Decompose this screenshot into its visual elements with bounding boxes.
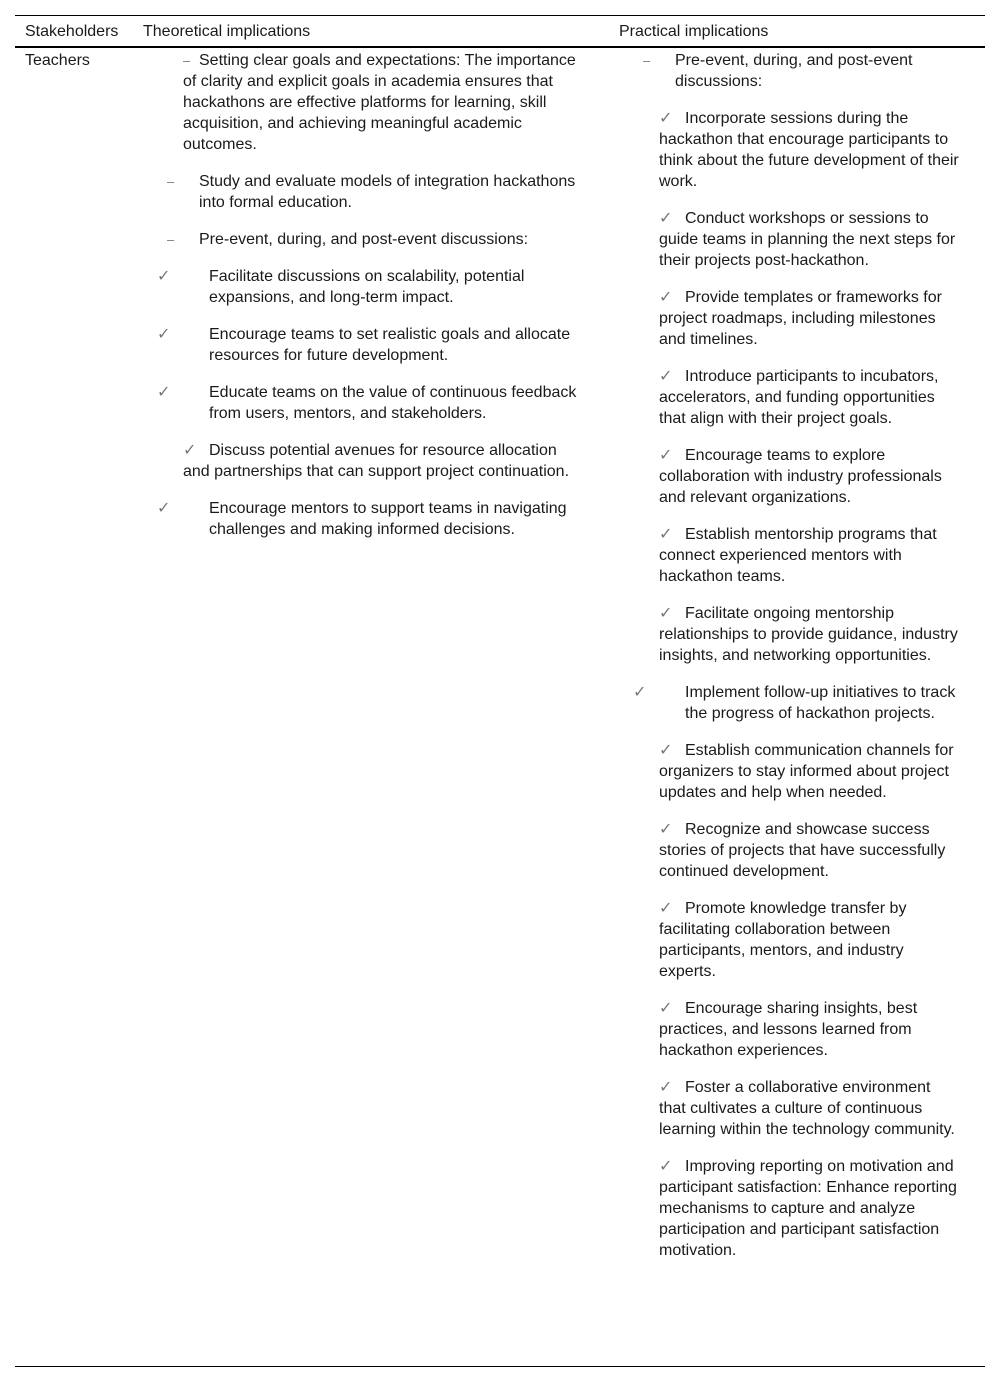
list-item [659,1077,959,1140]
list-item-text: Pre-event, during, and post-event discussions: [675,52,913,90]
list-item [659,898,959,982]
list-item-text: Encourage teams to explore collaboration with industry professionals and relevant organizations. [659,447,942,506]
list-item-text: Discuss potential avenues for resource allocation and partnerships that can support project continuation. [183,442,570,480]
list-item [659,1156,959,1261]
practical-implications-list [633,50,959,1277]
list-item-text: Pre-event, during, and post-event discussions: [199,231,529,248]
stakeholder-cell: Teachers [25,52,90,69]
dash-bullet-icon: – [643,53,651,68]
checkmark-icon: ✓ [659,742,673,759]
checkmark-icon: ✓ [659,821,673,838]
list-item [659,819,959,882]
list-item-text: Provide templates or frameworks for project roadmaps, including milestones and timelines. [659,289,942,348]
header-practical-implications: Practical implications [619,23,769,40]
checkmark-icon: ✓ [157,326,171,343]
checkmark-icon: ✓ [157,384,171,401]
list-item [167,171,578,213]
checkmark-icon: ✓ [157,268,171,285]
checkmark-icon: ✓ [157,500,171,517]
list-item [659,524,959,587]
list-item [643,50,959,92]
list-item [659,287,959,350]
list-item-text: Educate teams on the value of continuous feedback from users, mentors, and stakeholders. [209,384,577,422]
list-item [183,50,578,155]
checkmark-icon: ✓ [659,1158,673,1175]
table-top-rule [15,15,985,16]
theoretical-implications-list [157,50,578,556]
table-bottom-rule [15,1366,985,1367]
list-item-text: Encourage mentors to support teams in navigating challenges and making informed decisions. [209,500,567,538]
list-item [157,382,578,424]
header-theoretical-implications: Theoretical implications [143,23,311,40]
list-item [659,208,959,271]
list-item [659,366,959,429]
list-item [659,998,959,1061]
checkmark-icon: ✓ [659,900,673,917]
dash-bullet-icon: – [167,174,175,189]
list-item [659,445,959,508]
list-item [157,266,578,308]
list-item-text: Establish mentorship programs that connect experienced mentors with hackathon teams. [659,526,937,585]
list-item-text: Establish communication channels for organizers to stay informed about project updates and help when needed. [659,742,954,801]
checkmark-icon: ✓ [659,447,673,464]
checkmark-icon: ✓ [633,684,647,701]
list-item [183,440,578,482]
list-item-text: Incorporate sessions during the hackathon that encourage participants to think about the future development of their work. [659,110,959,190]
checkmark-icon: ✓ [183,442,197,459]
checkmark-icon: ✓ [659,1000,673,1017]
list-item-text: Recognize and showcase success stories of projects that have successfully continued development. [659,821,946,880]
list-item [167,229,578,250]
list-item [157,498,578,540]
checkmark-icon: ✓ [659,289,673,306]
list-item [633,682,959,724]
list-item [157,324,578,366]
list-item-text: Encourage sharing insights, best practices, and lessons learned from hackathon experiences. [659,1000,918,1059]
list-item-text: Promote knowledge transfer by facilitating collaboration between participants, mentors, and industry experts. [659,900,907,980]
list-item-text: Setting clear goals and expectations: The importance of clarity and explicit goals in academia ensures that hackathons are effective platforms for learning, skill acquisition, and achieving meaningful academic outcomes. [183,52,576,153]
header-stakeholders: Stakeholders [25,23,119,40]
checkmark-icon: ✓ [659,368,673,385]
checkmark-icon: ✓ [659,605,673,622]
dash-bullet-icon: – [167,232,175,247]
checkmark-icon: ✓ [659,110,673,127]
dash-bullet-icon: – [183,53,191,68]
table-header-rule [15,46,985,48]
checkmark-icon: ✓ [659,526,673,543]
list-item-text: Encourage teams to set realistic goals and allocate resources for future development. [209,326,571,364]
list-item-text: Implement follow-up initiatives to track the progress of hackathon projects. [685,684,956,722]
checkmark-icon: ✓ [659,210,673,227]
list-item-text: Improving reporting on motivation and participant satisfaction: Enhance reporting mechanisms to capture and analyze participation and participant satisfaction motivation. [659,1158,957,1259]
list-item-text: Foster a collaborative environment that cultivates a culture of continuous learning within the technology community. [659,1079,955,1138]
list-item-text: Study and evaluate models of integration hackathons into formal education. [199,173,576,211]
list-item-text: Introduce participants to incubators, accelerators, and funding opportunities that align with their project goals. [659,368,939,427]
list-item [659,603,959,666]
list-item-text: Facilitate discussions on scalability, potential expansions, and long-term impact. [209,268,525,306]
list-item-text: Conduct workshops or sessions to guide teams in planning the next steps for their projects post-hackathon. [659,210,956,269]
list-item [659,108,959,192]
checkmark-icon: ✓ [659,1079,673,1096]
list-item [659,740,959,803]
list-item-text: Facilitate ongoing mentorship relationships to provide guidance, industry insights, and networking opportunities. [659,605,958,664]
